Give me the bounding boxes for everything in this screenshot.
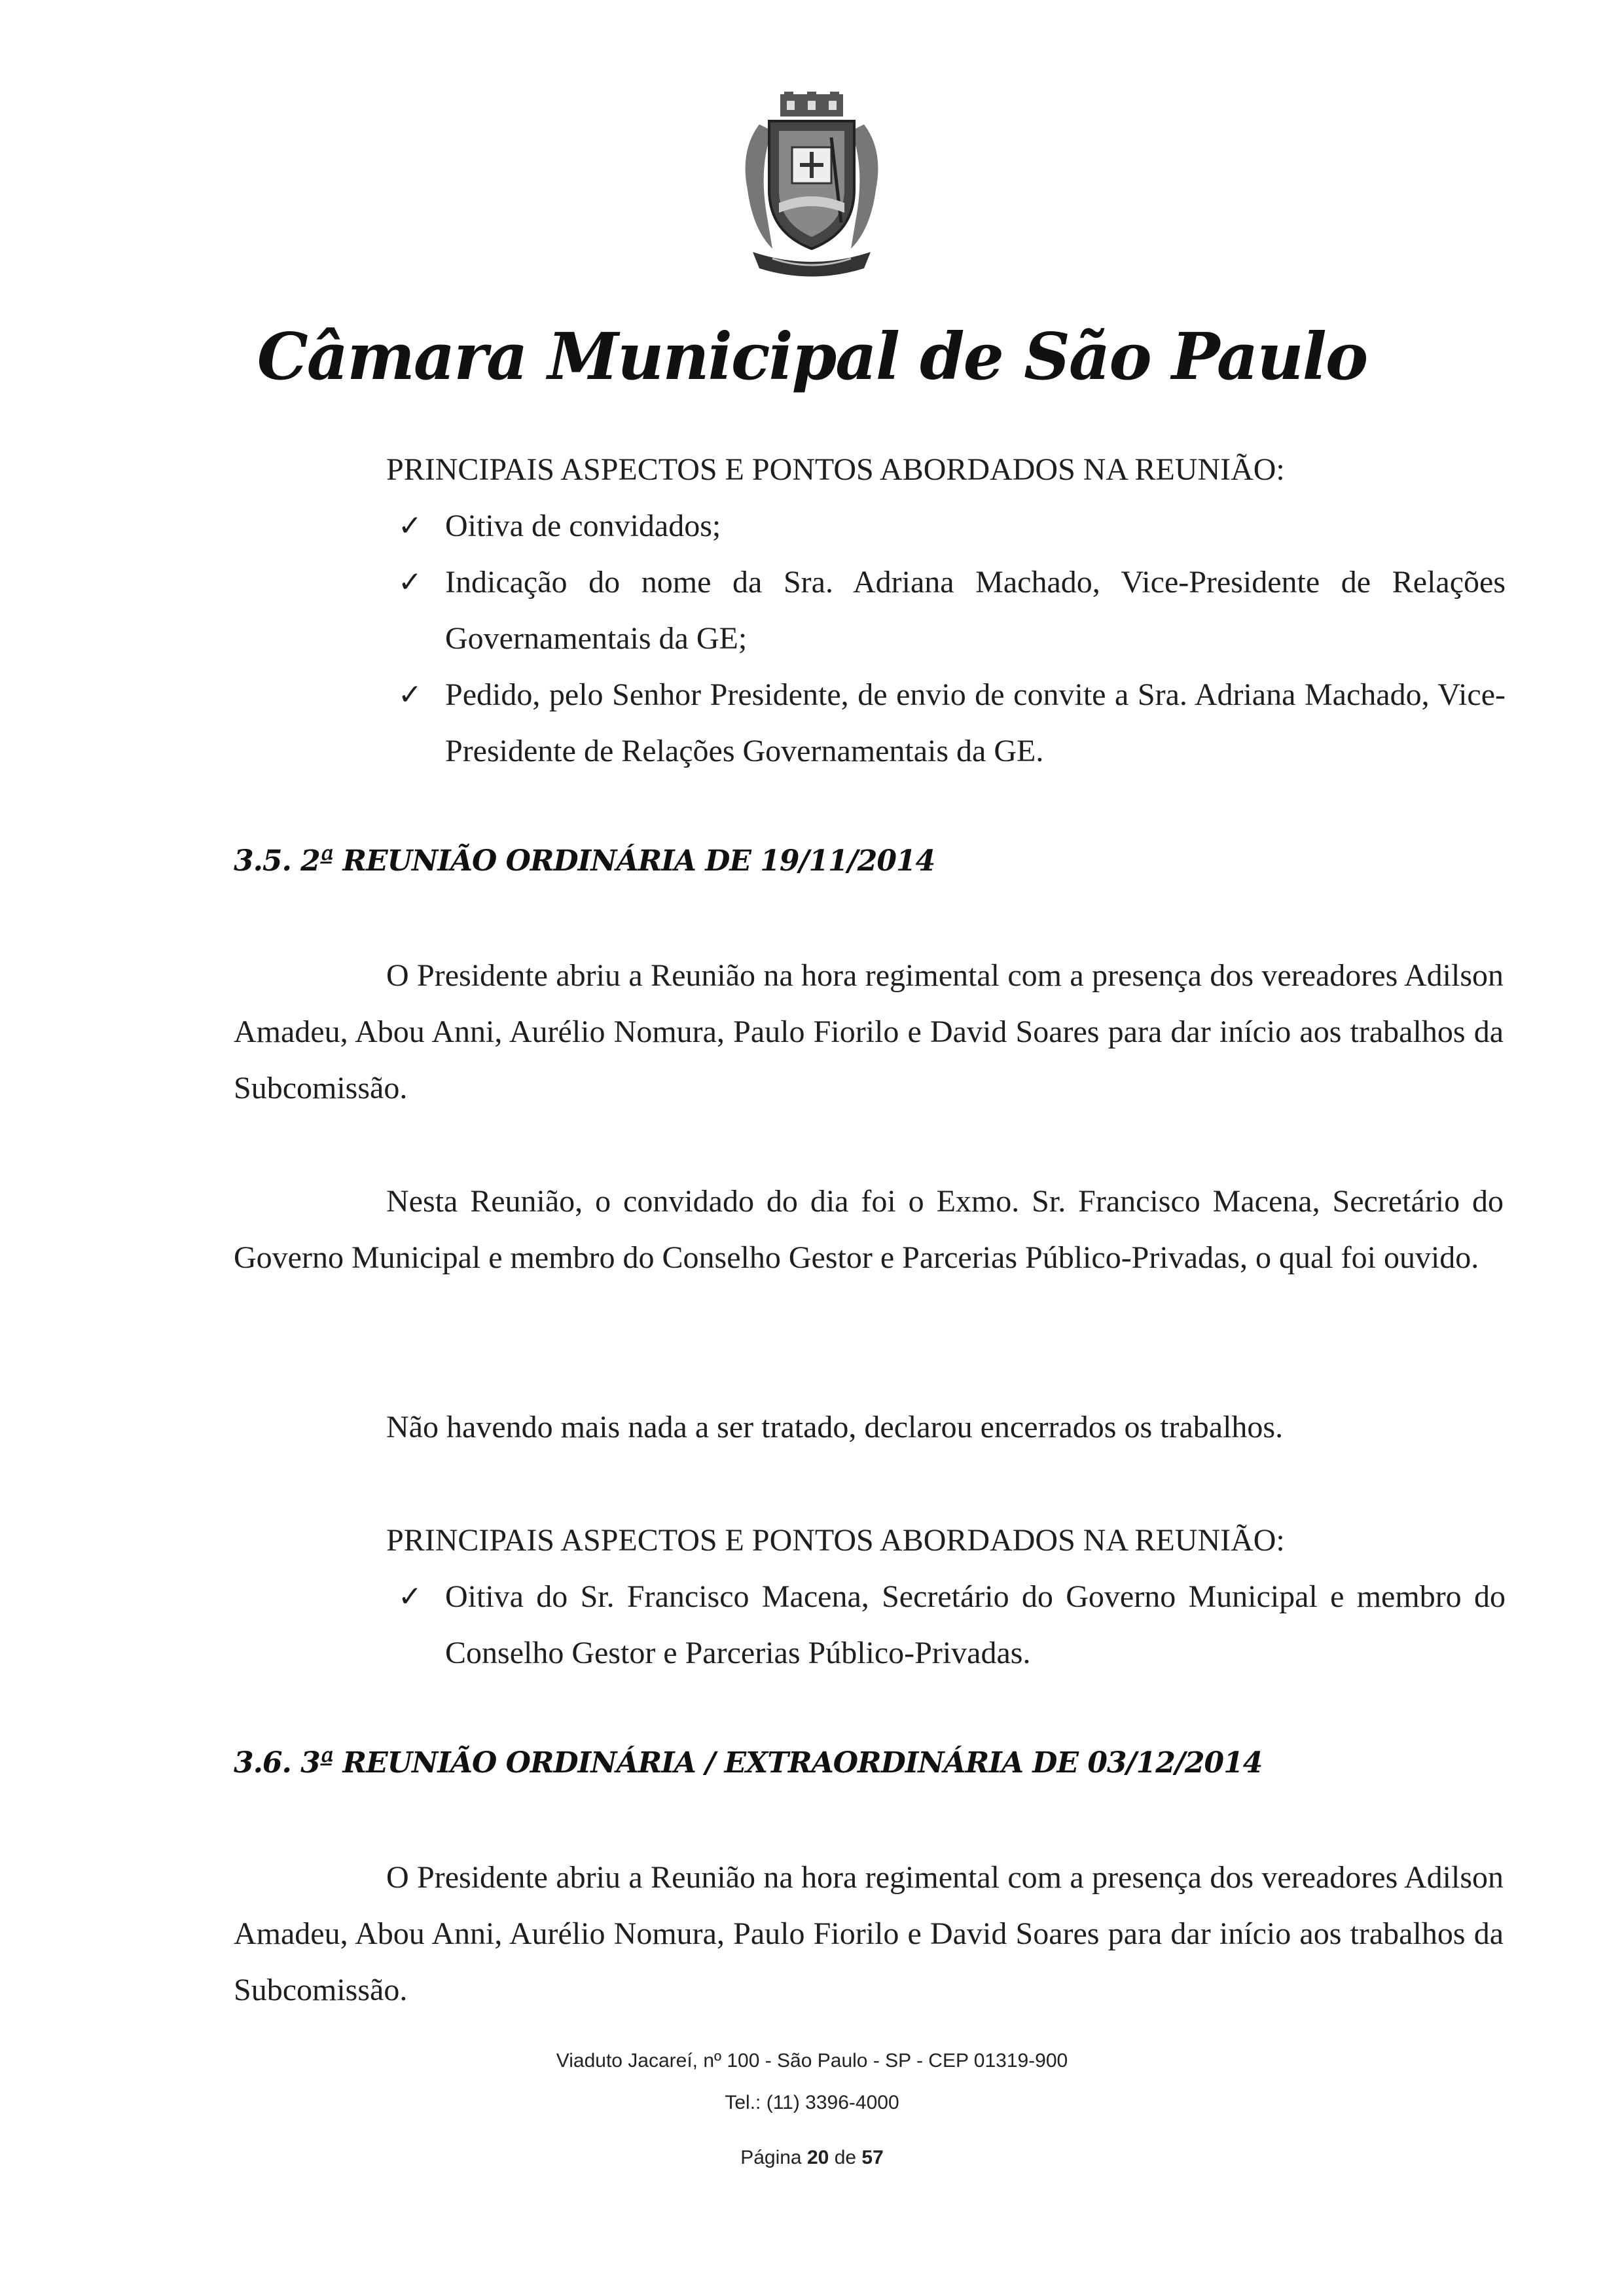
list-item (393, 554, 1506, 667)
section-heading: 3.6. 3ª REUNIÃO ORDINÁRIA / EXTRAORDINÁRIA DE 03/12/2014 (234, 1746, 1263, 1780)
page-number (0, 2147, 1624, 2169)
page-title: Câmara Municipal de São Paulo (257, 319, 1367, 395)
list-item-text: Oitiva de convidados; (445, 509, 721, 543)
aspects-lead: PRINCIPAIS ASPECTOS E PONTOS ABORDADOS NA REUNIÃO: (386, 452, 1285, 487)
check-icon: ✓ (398, 565, 422, 599)
list-item-text: Oitiva do Sr. Francisco Macena, Secretário do Governo Municipal e membro do Conselho Gestor e Parcerias Público-Privadas. (445, 1579, 1506, 1670)
paragraph: Não havendo mais nada a ser tratado, declarou encerrados os trabalhos. (386, 1410, 1284, 1444)
page-total: 57 (861, 2147, 884, 2168)
check-icon: ✓ (398, 678, 422, 711)
list-item (393, 498, 1506, 554)
section-heading: 3.5. 2ª REUNIÃO ORDINÁRIA DE 19/11/2014 (234, 844, 935, 878)
footer-address: Viaduto Jacareí, nº 100 - São Paulo - SP - CEP 01319-900 (556, 2050, 1068, 2072)
list-item-text: Pedido, pelo Senhor Presidente, de envio de convite a Sra. Adriana Machado, Vice-Presidente de Relações Governamentais da GE. (445, 677, 1506, 768)
footer-phone: Tel.: (11) 3396-4000 (725, 2092, 899, 2113)
aspects-list (393, 498, 1506, 780)
page-prefix: Página (740, 2147, 802, 2168)
aspects-list (393, 1569, 1506, 1681)
paragraph: O Presidente abriu a Reunião na hora regimental com a presença dos vereadores Adilson Amadeu, Abou Anni, Aurélio Nomura, Paulo Fiorilo e David Soares para dar início aos trabalhos da Subcomissão. (234, 1860, 1504, 2007)
paragraph: Nesta Reunião, o convidado do dia foi o Exmo. Sr. Francisco Macena, Secretário do Governo Municipal e membro do Conselho Gestor e Parcerias Público-Privadas, o qual foi ouvido. (234, 1184, 1504, 1275)
list-item (393, 667, 1506, 780)
list-item (393, 1569, 1506, 1681)
coat-of-arms-icon (733, 92, 890, 288)
aspects-lead: PRINCIPAIS ASPECTOS E PONTOS ABORDADOS NA REUNIÃO: (386, 1523, 1285, 1558)
page-current: 20 (806, 2147, 829, 2168)
list-item-text: Indicação do nome da Sra. Adriana Machado, Vice-Presidente de Relações Governamentais da GE; (445, 565, 1506, 656)
check-icon: ✓ (398, 1580, 422, 1613)
check-icon: ✓ (398, 509, 422, 543)
paragraph: O Presidente abriu a Reunião na hora regimental com a presença dos vereadores Adilson Amadeu, Abou Anni, Aurélio Nomura, Paulo Fiorilo e David Soares para dar início aos trabalhos da Subcomissão. (234, 958, 1504, 1105)
page-sep: de (834, 2147, 857, 2168)
